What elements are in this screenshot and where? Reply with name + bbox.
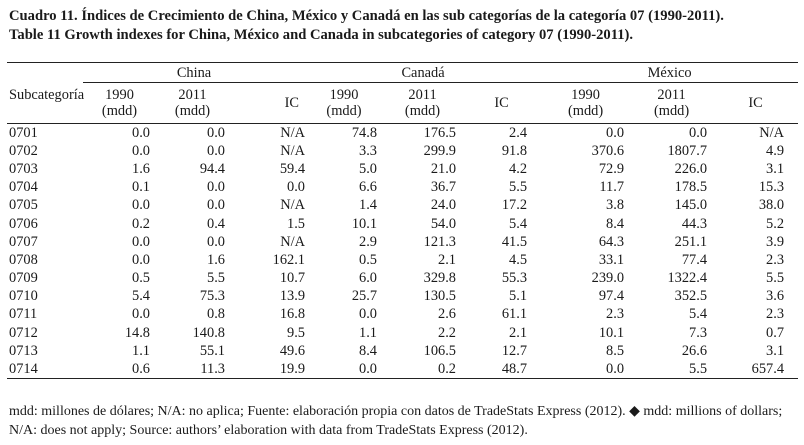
china-1990-header: 1990 (mdd) bbox=[101, 86, 138, 119]
table-row bbox=[7, 287, 798, 305]
table-cell: 251.1 bbox=[674, 233, 708, 250]
table-cell: 2.6 bbox=[438, 306, 457, 323]
table-cell: 21.0 bbox=[430, 160, 457, 177]
table-cell: 2.3 bbox=[606, 306, 625, 323]
subcategory-code: 0703 bbox=[9, 160, 38, 177]
table-row bbox=[7, 214, 798, 232]
table-cell: 0.0 bbox=[606, 361, 625, 378]
group-header-mexico: México bbox=[541, 63, 798, 83]
table-cell: 1322.4 bbox=[667, 270, 708, 287]
table-cell: 352.5 bbox=[674, 288, 708, 305]
table-cell: 178.5 bbox=[674, 179, 708, 196]
table-cell: 1.6 bbox=[132, 160, 150, 177]
table-cell: 239.0 bbox=[591, 270, 625, 287]
table-cell: 7.3 bbox=[689, 324, 708, 341]
table-cell: 5.2 bbox=[766, 215, 785, 232]
table-row bbox=[7, 142, 798, 160]
table-row bbox=[7, 360, 798, 379]
table-cell: 10.7 bbox=[279, 270, 306, 287]
table-row bbox=[7, 324, 798, 342]
table-cell: 4.5 bbox=[509, 251, 528, 268]
subcategory-code: 0709 bbox=[9, 270, 38, 287]
table-cell: 0.0 bbox=[359, 306, 378, 323]
table-cell: 3.6 bbox=[766, 288, 785, 305]
table-cell: 2.9 bbox=[359, 233, 378, 250]
table-cell: 10.1 bbox=[351, 215, 378, 232]
table-cell: 0.0 bbox=[207, 179, 225, 196]
table-cell: 5.5 bbox=[766, 270, 785, 287]
subcategory-code: 0702 bbox=[9, 142, 38, 159]
table-cell: 0.0 bbox=[207, 124, 225, 141]
table-cell: 8.4 bbox=[606, 215, 625, 232]
table-cell: 121.3 bbox=[423, 233, 457, 250]
table-cell: 0.4 bbox=[207, 215, 225, 232]
table-cell: 4.9 bbox=[766, 142, 785, 159]
table-cell: 10.1 bbox=[598, 324, 625, 341]
table-body bbox=[7, 123, 798, 379]
footnote-line-1: mdd: millones de dólares; N/A: no aplica; Fuente: elaboración propia con datos de TradeStats Express (2012). ◆ mdd: millions of dollars; bbox=[9, 404, 783, 419]
table-cell: 2.1 bbox=[438, 251, 457, 268]
table-cell: 97.4 bbox=[598, 288, 625, 305]
table-cell: 2.1 bbox=[509, 324, 528, 341]
table-cell: 5.4 bbox=[509, 215, 528, 232]
subcategory-code: 0712 bbox=[9, 324, 38, 341]
table-cell: 0.0 bbox=[287, 179, 306, 196]
table-cell: 17.2 bbox=[501, 197, 528, 214]
subcategory-code: 0710 bbox=[9, 288, 38, 305]
subcategory-header: Subcategoría bbox=[9, 86, 85, 103]
table-cell: 0.0 bbox=[132, 124, 150, 141]
caption-spanish: Cuadro 11. Índices de Crecimiento de China, México y Canadá en las sub categorías de la categoría 07 (1990-2011). bbox=[9, 8, 724, 24]
subcategory-code: 0713 bbox=[9, 342, 38, 359]
table-cell: 0.0 bbox=[689, 124, 708, 141]
table-cell: 48.7 bbox=[501, 361, 528, 378]
table-cell: 0.0 bbox=[207, 197, 225, 214]
subcategory-code: 0705 bbox=[9, 197, 38, 214]
table-row bbox=[7, 160, 798, 178]
table-cell: 11.7 bbox=[599, 179, 625, 196]
subcategory-code: 0711 bbox=[9, 306, 38, 323]
subcategory-code: 0714 bbox=[9, 361, 38, 378]
table-cell: 176.5 bbox=[423, 124, 457, 141]
table-cell: 94.4 bbox=[199, 160, 225, 177]
canada-1990-header: 1990 (mdd) bbox=[326, 86, 362, 119]
table-cell: 1.5 bbox=[287, 215, 306, 232]
table-cell: 1.1 bbox=[132, 342, 150, 359]
table-row bbox=[7, 305, 798, 323]
table-cell: 44.3 bbox=[681, 215, 708, 232]
table-cell: 0.0 bbox=[207, 233, 225, 250]
table-cell: 0.2 bbox=[132, 215, 150, 232]
table-cell: 4.2 bbox=[509, 160, 528, 177]
table-cell: 15.3 bbox=[758, 179, 785, 196]
table-cell: 19.9 bbox=[279, 361, 306, 378]
subcategory-code: 0706 bbox=[9, 215, 38, 232]
canada-ic-header: IC bbox=[494, 94, 509, 111]
table-cell: 0.0 bbox=[207, 142, 225, 159]
table-cell: 25.7 bbox=[351, 288, 378, 305]
table-cell: 59.4 bbox=[279, 160, 306, 177]
table-cell: 0.2 bbox=[438, 361, 457, 378]
table-cell: 130.5 bbox=[423, 288, 457, 305]
table-cell: 91.8 bbox=[501, 142, 528, 159]
table-cell: 3.1 bbox=[766, 160, 785, 177]
table-cell: 5.4 bbox=[689, 306, 708, 323]
table-cell: 140.8 bbox=[192, 324, 225, 341]
table-cell: 16.8 bbox=[279, 306, 306, 323]
group-header-canada: Canadá bbox=[305, 63, 541, 83]
table-cell: 1.1 bbox=[359, 324, 378, 341]
table-cell: 2.3 bbox=[766, 251, 785, 268]
table-cell: 657.4 bbox=[751, 361, 785, 378]
table-row bbox=[7, 178, 798, 196]
table-cell: 24.0 bbox=[430, 197, 457, 214]
subcategory-code: 0708 bbox=[9, 251, 38, 268]
table-cell: 2.4 bbox=[509, 124, 528, 141]
table-cell: 55.3 bbox=[501, 270, 528, 287]
table-cell: 77.4 bbox=[681, 251, 708, 268]
table-cell: 49.6 bbox=[279, 342, 306, 359]
table-cell: 3.3 bbox=[359, 142, 378, 159]
table-cell: 0.0 bbox=[132, 233, 150, 250]
table-cell: 64.3 bbox=[598, 233, 625, 250]
table-cell: 11.3 bbox=[200, 361, 225, 378]
table-cell: 13.9 bbox=[279, 288, 306, 305]
group-header-china: China bbox=[83, 63, 305, 83]
table-cell: 0.0 bbox=[132, 306, 150, 323]
table-cell: 5.0 bbox=[359, 160, 378, 177]
table-cell: 299.9 bbox=[423, 142, 457, 159]
table-cell: 5.4 bbox=[132, 288, 150, 305]
table-cell: 0.5 bbox=[359, 251, 378, 268]
table-cell: 0.0 bbox=[359, 361, 378, 378]
caption-english: Table 11 Growth indexes for China, México and Canada in subcategories of category 07 (1990-2011). bbox=[9, 27, 634, 43]
table-cell: 38.0 bbox=[758, 197, 785, 214]
table-cell: 75.3 bbox=[199, 288, 225, 305]
table-cell: N/A bbox=[280, 197, 306, 214]
table-cell: 26.6 bbox=[681, 342, 708, 359]
table-cell: 54.0 bbox=[430, 215, 457, 232]
table-cell: 0.1 bbox=[132, 179, 150, 196]
table-caption bbox=[9, 7, 799, 45]
table-cell: 145.0 bbox=[674, 197, 708, 214]
table-cell: 0.6 bbox=[132, 361, 150, 378]
table-row bbox=[7, 269, 798, 287]
table-cell: 5.1 bbox=[509, 288, 528, 305]
table-cell: 3.8 bbox=[606, 197, 625, 214]
table-cell: 61.1 bbox=[501, 306, 528, 323]
table-cell: 6.6 bbox=[359, 179, 378, 196]
table-cell: 1.4 bbox=[359, 197, 378, 214]
subcategory-code: 0701 bbox=[9, 124, 38, 141]
table-cell: 6.0 bbox=[359, 270, 378, 287]
table-cell: 12.7 bbox=[501, 342, 528, 359]
mexico-ic-header: IC bbox=[748, 94, 763, 111]
canada-2011-header: 2011 (mdd) bbox=[404, 86, 441, 119]
growth-index-table bbox=[7, 62, 798, 379]
table-cell: 0.0 bbox=[606, 124, 625, 141]
table-cell: 3.1 bbox=[766, 342, 785, 359]
table-cell: 33.1 bbox=[598, 251, 625, 268]
table-cell: N/A bbox=[759, 124, 785, 141]
table-cell: 0.0 bbox=[132, 251, 150, 268]
table-cell: 0.0 bbox=[132, 142, 150, 159]
mexico-2011-header: 2011 (mdd) bbox=[653, 86, 690, 119]
table-cell: 0.7 bbox=[766, 324, 785, 341]
table-cell: 226.0 bbox=[674, 160, 708, 177]
table-cell: 5.5 bbox=[509, 179, 528, 196]
table-row bbox=[7, 233, 798, 251]
table-cell: 5.5 bbox=[689, 361, 708, 378]
china-2011-header: 2011 (mdd) bbox=[174, 86, 211, 119]
table-cell: 8.5 bbox=[606, 342, 625, 359]
table-cell: 0.8 bbox=[207, 306, 225, 323]
table-cell: 370.6 bbox=[591, 142, 625, 159]
table-row bbox=[7, 342, 798, 360]
table-footnote bbox=[9, 402, 799, 440]
table-cell: 72.9 bbox=[598, 160, 625, 177]
table-cell: 9.5 bbox=[287, 324, 306, 341]
china-ic-header: IC bbox=[284, 94, 300, 111]
table-cell: 1807.7 bbox=[667, 142, 708, 159]
table-cell: N/A bbox=[280, 124, 306, 141]
table-cell: 74.8 bbox=[351, 124, 378, 141]
table-cell: 2.2 bbox=[438, 324, 457, 341]
subcategory-code: 0707 bbox=[9, 233, 38, 250]
mexico-1990-header: 1990 (mdd) bbox=[567, 86, 604, 119]
table-cell: 8.4 bbox=[359, 342, 378, 359]
table-cell: 14.8 bbox=[124, 324, 150, 341]
table-row bbox=[7, 123, 798, 142]
table-row bbox=[7, 196, 798, 214]
table-cell: 0.0 bbox=[132, 197, 150, 214]
table-cell: N/A bbox=[280, 233, 306, 250]
table-cell: 162.1 bbox=[272, 251, 306, 268]
table-cell: 2.3 bbox=[766, 306, 785, 323]
table-cell: 3.9 bbox=[766, 233, 785, 250]
table-cell: 41.5 bbox=[501, 233, 528, 250]
footnote-line-2: N/A: does not apply; Source: authors’ elaboration with data from TradeStats Express (2012). bbox=[9, 423, 528, 438]
table-cell: 36.7 bbox=[430, 179, 457, 196]
table-cell: 55.1 bbox=[199, 342, 225, 359]
table-row bbox=[7, 251, 798, 269]
table-cell: 0.5 bbox=[132, 270, 150, 287]
table-cell: 5.5 bbox=[207, 270, 225, 287]
table-cell: N/A bbox=[280, 142, 306, 159]
table-cell: 329.8 bbox=[423, 270, 457, 287]
subcategory-code: 0704 bbox=[9, 179, 38, 196]
table-cell: 1.6 bbox=[207, 251, 225, 268]
table-cell: 106.5 bbox=[423, 342, 457, 359]
